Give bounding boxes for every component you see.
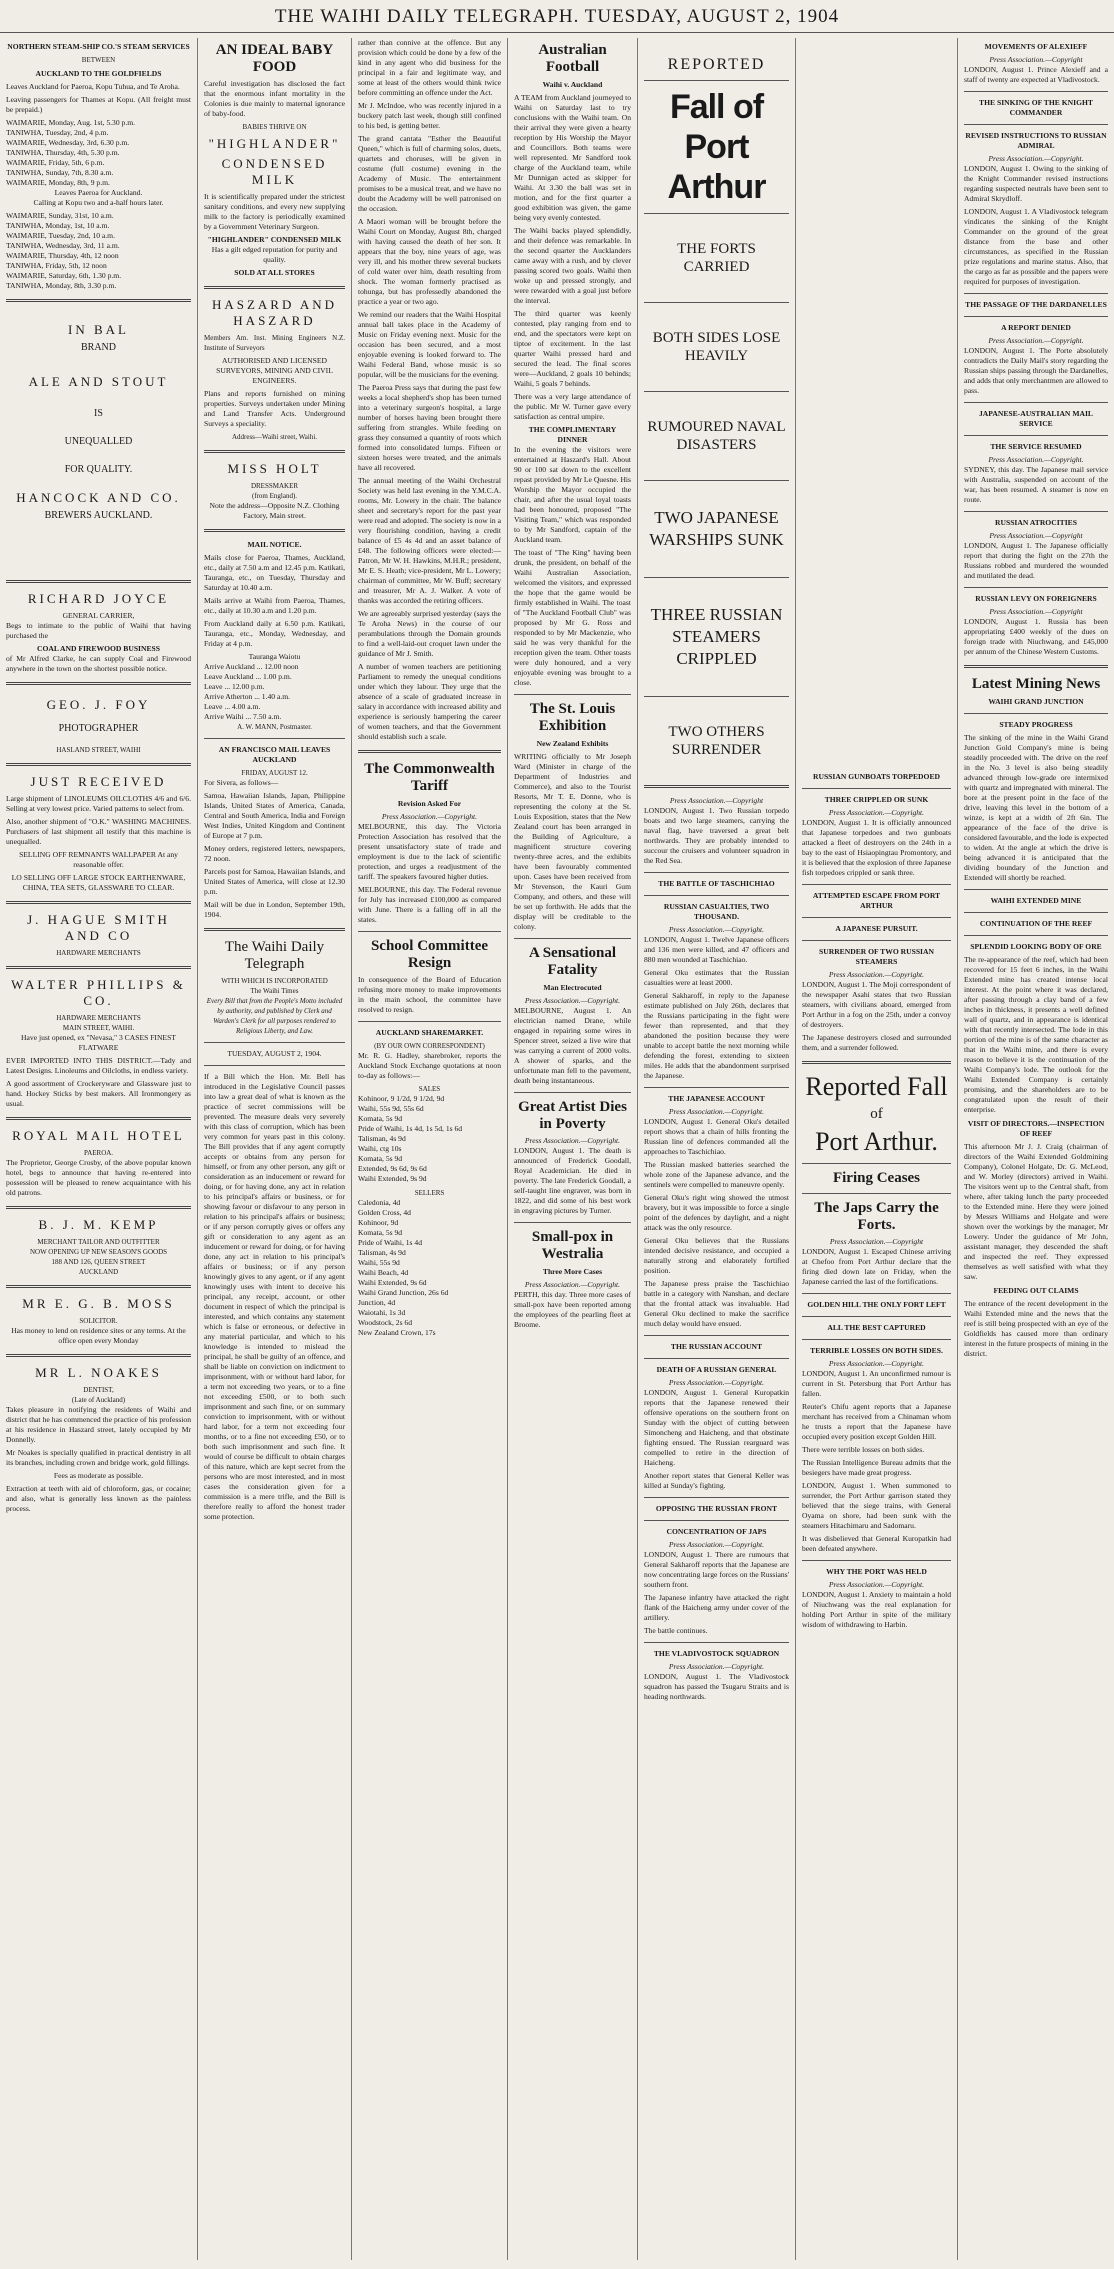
jap-aus-heading: JAPANESE-AUSTRALIAN MAIL SERVICE [979,409,1093,428]
sellers-row: Caledonia, 4d [358,1198,401,1207]
dinner-text: The toast of "The King" having been drunk, the president, on behalf of the Waihi Australian Association, welcomed the visitors, and expressed the hope that the game would be firmly established in Waihi. The toast of "The Auckland Football Club" was proposed by Mr G. Ross and responded to by Mr Mackenzie, who said he was very thankful for the reception given the team. Other toasts were duly honoured, and a very enjoyable evening was brought to a close. [514,548,631,687]
terrible-text: The Russian Intelligence Bureau admits that the besiegers have made great progress. [802,1458,951,1477]
tariff-text-1: MELBOURNE, this day. The Victoria Protection Association has resolved that the present unsatisfactory state of trade and employment is due to the lack of scientific protection, and urges a readjustment of the tariff. The speakers favoured higher duties. [358,822,501,881]
port-arthur-heading: Port Arthur. [815,1127,938,1156]
terrible-text: LONDON, August 1. An unconfirmed rumour is current in St. Petersburg that Port Arthur has fallen. [802,1369,951,1398]
war-both-sides: BOTH SIDES LOSE HEAVILY [652,330,781,364]
news-text: The grand cantata "Esther the Beautiful Queen," which is full of charming solos, duets, quartets and choruses, will be given in costume (full costume) evening in the Academy of Music. The entertainment promises to be a musical treat, and we have no doubt the Academy will be well patronised on the occasion. [358,134,501,213]
hotel-text: The Proprietor, George Crosby, of the above popular known hotel, begs to announce that having re-entered into possession will be pleased to renew acquaintance with his old patrons. [6,1158,191,1197]
sellers-heading: SELLERS [414,1189,445,1197]
dardanelles-heading: THE PASSAGE OF THE DARDANELLES [965,300,1107,309]
alexieff-credit: Press Association.—Copyright [989,55,1083,64]
paper-title: The Waihi Daily Telegraph [224,939,325,972]
japanese-account-text: The Russian masked batteries searched the whole zone of the Japanese advance, and the sentinels were compelled to maneuvre openly. [644,1160,789,1189]
sellers-row: Waihi Grand Junction, 26s 6d [358,1288,449,1297]
sellers-row: Talisman, 4s 9d [358,1248,406,1257]
noakes-text-1: Takes pleasure in notifying the residents of Waihi and district that he has commenced the practice of his profession at his residence in Haszard street, lately occupied by Mr Donnelly. [6,1405,191,1444]
golden-hill-heading: GOLDEN HILL THE ONLY FORT LEFT [807,1300,946,1309]
ale-advert [6,322,191,572]
concentration-heading: CONCENTRATION OF JAPS [666,1527,767,1536]
noakes-sub: DENTIST, [83,1386,114,1394]
terrible-text: It was disbelieved that General Kuropatkin had been defeated anywhere. [802,1534,951,1553]
paper-motto: Every Bill that from the People's Motto included by authority, and published by Clerk and Warden's Clerk for all purposes rendered to Religious Liberty, and Law. [206,997,343,1035]
noakes-heading: MR L. NOAKES [35,1365,162,1380]
joyce-text-2: of Mr Alfred Clarke, he can supply Coal and Firewood anywhere in the town on the shortest possible notice. [6,654,191,673]
war-text: LONDON, August 1. Two Russian torpedo boats and two large steamers, carrying the naval flag, have traversed a great belt northwards. They are probably intended to succour the cruisers and volunteer squadron in the Red Sea. [644,806,789,865]
feeding-heading: FEEDING OUT CLAIMS [993,1286,1079,1295]
ale-line: IS [94,408,103,419]
holt-heading: MISS HOLT [227,461,322,476]
schedule-line: TANIWHA, Friday, 5th, 12 noon [6,261,107,270]
football-sub: Waihi v. Auckland [542,80,603,89]
tariff-credit: Press Association.—Copyright. [381,812,478,821]
feeding-text: The entrance of the recent development in the Waihi Extended mine and the news that the reef is still being prospected with an eye of the Goldfields has caused more than ordinary interest in the future prospects of mining in the district. [964,1299,1108,1358]
reported-of: of [870,1106,883,1122]
ok-text: Also, another shipment of "O.K." WASHING MACHINES. Purchasers of last shipment all testify that this machine is unequalled. [6,817,191,846]
casualties-heading: RUSSIAN CASUALTIES, TWO THOUSAND. [663,902,770,921]
noakes-text-4: Extraction at teeth with aid of chloroform, gas, or cocaine; and also, what is generally less known as the painless process. [6,1484,191,1513]
football-text: The Waihi backs played splendidly, and their defence was remarkable. In the second quarter the Aucklanders came away with a rush, and by clever passing scored two goals. Waihi then woke up and pressed strongly, and were rewarded with a goal just before the interval. [514,226,631,305]
service-text: SYDNEY, this day. The Japanese mail service with Australia, suspended on account of the war, has been resumed. A steamer is now en route. [964,465,1108,504]
joyce-business: COAL AND FIREWOOD BUSINESS [36,644,160,653]
surrender-text: LONDON, August 1. The Moji correspondent of the newspaper Asahi states that two Russian steamers, with civilians aboard, emerged from Port Arthur in a fog on the 25th, under a convoy of destroyers. [802,980,951,1029]
gunboats-credit: Press Association.—Copyright. [828,808,925,817]
terrible-text: There were terrible losses on both sides. [802,1445,925,1454]
column-4 [508,38,638,2260]
holt-address: Note the address—Opposite N.Z. Clothing Factory, Main street. [209,501,340,520]
sales-row: Pride of Waihi, 1s 4d, 1s 5d, 1s 6d [358,1124,463,1133]
schedule-line: WAIMARIE, Tuesday, 2nd, 10 a.m. [6,231,115,240]
just-received-heading: JUST RECEIVED [30,774,167,789]
death-credit: Press Association.—Copyright. [668,1378,765,1387]
mining-heading: Latest Mining News [971,676,1101,692]
expo-heading: The St. Louis Exhibition [529,701,616,734]
phillips-text-1: Have just opened, ex "Nevasa," 3 CASES FINEST FLATWARE [21,1033,176,1052]
service-credit: Press Association.—Copyright. [988,455,1084,464]
sharemarket-sub: (BY OUR OWN CORRESPONDENT) [374,1042,485,1050]
food-sub-2: CONDENSED MILK [221,156,328,187]
japanese-account-heading: THE JAPANESE ACCOUNT [668,1094,765,1103]
war-kicker: REPORTED [667,56,766,73]
joyce-text: Begs to intimate to the public of Waihi that having purchased the [6,621,191,640]
sharemarket-text: Mr. R. G. Hadley, sharebroker, reports the Auckland Stock Exchange quotations at noon to-day as follows:— [358,1051,501,1080]
war-credit: Press Association.—Copyright [669,796,764,805]
sales-row: Waihi, 55s 9d, 55s 6d [358,1104,424,1113]
grand-junction-heading: WAIHI GRAND JUNCTION [988,697,1084,706]
denied-heading: A REPORT DENIED [1001,323,1071,332]
hague-sub: HARDWARE MERCHANTS [56,949,141,957]
schedule-line: WAIMARIE, Sunday, 31st, 10 a.m. [6,211,114,220]
landing-text: Leaving passengers for Thames at Kopu. (All freight must be prepaid.) [6,95,191,114]
war-headline: Fall of Port Arthur [667,88,766,206]
grand-junction-text: The sinking of the mine in the Waihi Grand Junction Gold Company's mine is being steadily proceeded with. The drive on the reef in the No. 3 level is also being steadily advanced through low-grade ore intermixed with quartz and impregnated with mineral. The bore at the present point in the face of the drive, leaving this level in the bottom of a winze, is kept at a width of 2ft 6in. The appearance of the face of the drive is considered favourable, and the lode is expected to widen. At the angle at which the drive is being advanced it is anticipated that the dividing boundary of the Junction and Extended will shortly be reached. [964,733,1109,882]
schedule-line: WAIMARIE, Wednesday, 3rd, 6.30 p.m. [6,138,130,147]
moss-text: Has money to lend on residence sites or any terms. At the office open every Monday [11,1326,186,1345]
schedule-line: TANIWHA, Thursday, 4th, 5.30 p.m. [6,148,120,157]
news-text: The annual meeting of the Waihi Orchestral Society was held last evening in the Y.M.C.A. rooms, Mr. Lowery in the chair. The balance sheet and secretary's report for the past year were read and adopted. The society is now in a very flourishing condition, having a credit balance of £5 4s 4d and an asset balance of £48. The following officers were elected:—Patron, Mr W. H. Hawkins, M.H.R.; president, Mr E. S. Heath; vice-president, Mr L. Lowery; chairman of committee, Mr W. Buff; secretary and treasurer, Mr A. J. Walker. A vote of thanks was accorded the retiring officers. [358,476,501,605]
japanese-account-credit: Press Association.—Copyright. [668,1107,765,1116]
gunboats-text: LONDON, August 1. It is officially announced that Japanese torpedoes and two gunboats attacked a fleet of destroyers on the 24th in a bay to the east of Hsiaopingtau Promontory, and it is believed that the explosion of three Japanese fish torpedoes crippled or sank three. [802,818,951,877]
sf-text-3: Money orders, registered letters, newspapers, 72 noon. [204,844,345,863]
food-text-4: Has a gilt edged reputation for purity and quality. [211,245,338,264]
noakes-text-2: Mr Noakes is specially qualified in practical dentistry in all its branches, including crown and bridge work, gold fillings. [6,1448,191,1467]
schedule-line: TANIWHA, Monday, 1st, 10 a.m. [6,221,110,230]
forts-heading: The Japs Carry the Forts. [814,1200,939,1233]
sinking-heading: THE SINKING OF THE KNIGHT COMMANDER [979,98,1093,117]
sales-row: Kohinoor, 9 1/2d, 9 1/2d, 9d [358,1094,445,1103]
football-text: There was a very large attendance of the public. Mr W. Turner gave every satisfaction as central umpire. [514,392,631,421]
brewer-location: BREWERS AUCKLAND. [44,510,153,521]
fatality-sub: Man Electrocuted [543,983,602,992]
splendid-heading: SPLENDID LOOKING BODY OF ORE [970,942,1102,951]
sellers-row: Waihi Beach, 4d [358,1268,409,1277]
news-text: We remind our readers that the Waihi Hospital annual ball takes place in the Academy of Music on Friday evening next. Music for the occasion has been secured, and a most enjoyable evening is looked forward to. The Waihi Federal Band, whose music is so popular, will be the musicians for the evening. [358,310,501,379]
hotel-sub: PAEROA. [83,1149,114,1157]
sellers-row: Waiotahi, 1s 3d [358,1308,406,1317]
column-6 [796,38,958,2260]
concentration-credit: Press Association.—Copyright. [668,1540,765,1549]
news-text: A Maori woman will be brought before the Waihi Court on Monday, August 8th, charged with having caused the death of her son. It appears that the boy, nine years of age, was very ill, and his mother threw several buckets of cold water over him, death resulting from shock. The woman formerly practised as tohunga, but has professedly abandoned the practice a year or two ago. [358,217,501,306]
atrocities-text: LONDON, August 1. The Japanese officially report that during the fight on the 27th the Russians robbed and murdered the wounded and mutilated the dead. [964,541,1108,580]
reported-fall-heading: Reported Fall [805,1072,948,1101]
extended-text: The re-appearance of the reef, which had been recovered for 15 feet 6 inches, in the Waihi Extended mine has created intense local interest. At the point where it was declared, after passing through a clay band of a few inches in thickness, it presents a well defined wall of quartz, and in appearance is identical with that recently intersected. The lode in this portion of the mine is of the same character as that in the Waihi mine, and there is every reason to believe it is the continuation of the Waihi Company's lode. The outlook for the Waihi Extended Company is certainly promising, and the shareholders are to be congratulated upon the result of their enterprise. [964,955,1108,1114]
sf-heading: AN FRANCISCO MAIL LEAVES AUCKLAND [218,745,331,764]
phillips-text-2: EVER IMPORTED INTO THIS DISTRICT.—Tady and Latest Designs. Linoleums and Oilcloths, in endless variety. [6,1056,191,1075]
sales-row: Komata, 5s 9d [358,1154,403,1163]
death-text: Another report states that General Keller was killed at Sunday's fighting. [644,1471,789,1490]
hotel-heading: ROYAL MAIL HOTEL [12,1128,185,1143]
news-text: We are agreeably surprised yesterday (says the Te Aroha News) in the course of our perambulations through the Domain grounds to find a well-laid-out croquet lawn under the guidance of Mr J. Smith. [358,609,501,658]
joyce-heading: RICHARD JOYCE [27,591,170,606]
artist-heading: Great Artist Dies in Poverty [518,1099,627,1132]
continuation-heading: CONTINUATION OF THE REEF [979,919,1093,928]
concentration-text: The Japanese infantry have attacked the right flank of the Haicheng army under cover of the artillery. [644,1593,789,1622]
column-3 [352,38,508,2260]
revised-credit: Press Association.—Copyright. [988,154,1084,163]
smallpox-text: PERTH, this day. Three more cases of small-pox have been reported among the employees of the pearling fleet at Broome. [514,1290,631,1329]
japanese-account-text: The Japanese press praise the Taschichiao battle in a category with Nanshan, and declare that the frontal attack was invaluable. Had General Oku declined to make the sacrifice much delay would have ensued. [644,1279,789,1328]
sales-row: Waihi, ctg 10s [358,1144,402,1153]
tariff-sub: Revision Asked For [397,799,462,808]
tariff-text-2: MELBOURNE, this day. The Federal revenue for July has increased £100,000 as compared with June. There is a falling off in all the states. [358,885,501,924]
holt-origin: (from England). [251,492,298,500]
mail-text-2: Mails arrive at Waihi from Paeroa, Thames, etc., daily at 10.30 a.m and 1.20 p.m. [204,596,345,615]
noakes-text-3: Fees as moderate as possible. [53,1471,144,1480]
surrender-heading: SURRENDER OF TWO RUSSIAN STEAMERS [819,947,934,966]
alexieff-text: LONDON, August 1. Prince Alexieff and a staff of twenty are expected at Vladivostock. [964,65,1108,84]
terrible-text: Reuter's Chifu agent reports that a Japanese merchant has received from a Chinaman whom he trusts a report that the Japanese have occupied every position except Golden Hill. [802,1402,951,1441]
levy-heading: RUSSIAN LEVY ON FOREIGNERS [975,594,1097,603]
sf-date: FRIDAY, AUGUST 12. [241,769,308,777]
schedule-line: WAIMARIE, Thursday, 4th, 12 noon [6,251,119,260]
surrender-credit: Press Association.—Copyright. [828,970,925,979]
lo-selling-text: LO SELLING OFF LARGE STOCK EARTHENWARE, CHINA, TEA SETS, GLASSWARE TO CLEAR. [11,873,186,892]
escape-heading: ATTEMPTED ESCAPE FROM PORT ARTHUR [812,891,941,910]
smallpox-heading: Small-pox in Westralia [531,1229,614,1262]
gunboats-heading: RUSSIAN GUNBOATS TORPEDOED [812,772,940,781]
vladivostock-credit: Press Association.—Copyright. [668,1662,765,1671]
sales-row: Extended, 9s 6d, 9s 6d [358,1164,427,1173]
terrible-heading: TERRIBLE LOSSES ON BOTH SIDES. [810,1346,943,1355]
war-forts: THE FORTS CARRIED [677,241,756,275]
casualties-text: LONDON, August 1. Twelve Japanese officers and 136 men were killed, and 47 officers and 880 men wounded at Taschichiao. [644,935,789,964]
hague-heading: J. HAGUE SMITH AND CO [27,912,170,943]
paper-sub: WITH WHICH IS INCORPORATED [221,977,328,985]
news-text: Mr J. McIndoe, who was recently injured in a buckery patch last week, though still confined to his bed, is getting better. [358,101,501,130]
japanese-account-text: General Oku believes that the Russians intended decisive resistance, and occupied a naturally strong and elaborately fortified position. [644,1236,789,1275]
mail-table [204,662,345,722]
ale-line: UNEQUALLED [64,436,133,447]
masthead: THE WAIHI DAILY TELEGRAPH. TUESDAY, AUGUST 2, 1904 [0,6,1114,33]
kemp-text: NOW OPENING UP NEW SEASON'S GOODS [29,1248,168,1256]
denied-credit: Press Association.—Copyright. [988,336,1084,345]
phillips-street: MAIN STREET, WAIHI. [62,1024,135,1032]
haszard-text-2: Plans and reports furnished on mining properties. Surveys undertaken under Mining and Land Transfer Acts. Underground Surveys a speciality. [204,389,345,428]
kemp-sub: MERCHANT TAILOR AND OUTFITTER [37,1238,160,1246]
war-naval: RUMOURED NAVAL DISASTERS [647,419,786,453]
why-text: LONDON, August 1. Anxiety to maintain a hold of Niuchwang was the real explanation for holding Port Arthur in spite of the military wisdom of withdrawing to Harbin. [802,1590,951,1629]
sellers-row: New Zealand Crown, 17s [358,1328,436,1337]
food-text-3: "HIGHLANDER" CONDENSED MILK [207,235,342,244]
mail-row: Arrive Waihi ... 7.50 a.m. [204,712,282,721]
food-text-2: It is scientifically prepared under the strictest sanitary conditions, and every new supplying milk to the factory is periodically examined by a Government Veterinary Surgeon. [204,192,345,231]
sellers-row: Komata, 5s 9d [358,1228,403,1237]
visit-heading: VISIT OF DIRECTORS.—INSPECTION OF REEF [967,1119,1105,1138]
moss-sub: SOLICITOR. [79,1317,118,1325]
terrible-credit: Press Association.—Copyright. [828,1359,925,1368]
column-2 [198,38,352,2260]
three-crippled-heading: THREE CRIPPLED OR SUNK [824,795,929,804]
why-credit: Press Association.—Copyright. [828,1580,925,1589]
sf-text-1: For Sivera, as follows— [204,778,279,787]
revised-text: LONDON, August 1. Owing to the sinking of the Knight Commander revised instructions regarding suspected neutrals have been sent to Admiral Skrydloff. [964,164,1108,203]
schedule-line: WAIMARIE, Saturday, 6th, 1.30 p.m. [6,271,122,280]
casualties-credit: Press Association.—Copyright. [668,925,765,934]
ale-line: FOR QUALITY. [64,464,133,475]
revised-heading: REVISED INSTRUCTIONS TO RUSSIAN ADMIRAL [965,131,1107,150]
leaves-paeroa: Leaves Paeroa for Auckland. [54,188,143,197]
sales-row: Waihi Extended, 9s 9d [358,1174,427,1183]
food-brand: "HIGHLANDER" [208,136,341,151]
opposing-heading: OPPOSING THE RUSSIAN FRONT [655,1504,778,1513]
postmaster: A. W. MANN, Postmaster. [237,723,312,731]
sellers-row: Junction, 4d [358,1298,396,1307]
sf-text-2: Samoa, Hawaiian Islands, Japan, Philippine Islands, United States of America, Canada, Central and South America, India and Foreign West Indies, United Kingdom and Continent of Europe at 7 p.m. [204,791,345,840]
schedule-line: TANIWHA, Tuesday, 2nd, 4 p.m. [6,128,109,137]
between-label: BETWEEN [81,56,116,64]
football-heading: Australian Football [538,42,607,75]
firing-heading: Firing Ceases [832,1170,921,1186]
revised-text: LONDON, August 1. A Vladivostock telegram vindicates the sinking of the Knight Commander on the ground of the great distance from the base and other circumstances, as specified in the Russian prize regulations and marine status. Also, that the cargo as far as possible and the papers were required for purposes of investigation. [964,207,1108,286]
sellers-row: Waihi Extended, 9s 6d [358,1278,427,1287]
war-three-steamers: THREE RUSSIAN STEAMERS CRIPPLED [650,605,783,668]
sf-text-5: Mail will be due in London, September 19th, 1904. [204,900,345,919]
brewer-name: HANCOCK AND CO. [16,490,181,505]
schedule-1 [6,118,191,188]
column-5 [638,38,796,2260]
expo-text: WRITING officially to Mr Joseph Ward (Minister in charge of the Department of Industries and Commerce), and also to the Tourist Resorts, Mr T. E. Donne, who is representing the colony at the St. Louis Exposition, states that the New Zealand court has been arranged in the Building of Agriculture, a magnificent structure covering twenty-three acres, and the exhibits have been favourably commented upon. Cases have been received from Mr Stevenson, the Kauri Gum Company, and others, and these will be set up forthwith. He adds that the display will be creditable to the colony. [514,752,631,931]
sales-row: Talisman, 4s 9d [358,1134,406,1143]
ale-line: ALE AND STOUT [28,374,169,389]
moss-heading: MR E. G. B. MOSS [22,1296,175,1311]
war-surrender: TWO OTHERS SURRENDER [668,724,765,758]
food-text-1: Careful investigation has disclosed the fact that the enormous infant mortality in the Colonies is due mainly to maternal ignorance of baby-food. [204,79,345,118]
concentration-text: LONDON, August 1. There are rumours that General Sakharoff reports that the Japanese are now concentrating large forces on the Russians' southern front. [644,1550,789,1589]
haszard-text-1: AUTHORISED AND LICENSED SURVEYORS, MINING AND CIVIL ENGINEERS. [216,356,333,385]
route-heading: AUCKLAND TO THE GOLDFIELDS [35,69,162,78]
news-text: A number of women teachers are petitioning Parliament to remedy the unequal conditions under which they labour. They urge that the absence of a scale of graduated increase in salary in accordance with increased ability and experience is seriously hampering the career of women teachers, and that the Government should establish such a scale. [358,662,501,741]
foy-address: HASLAND STREET, WAIHI [56,746,141,754]
calling-text: Calling at Kopu two and a-half hours later. [33,198,164,207]
vladivostock-heading: THE VLADIVOSTOCK SQUADRON [653,1649,780,1658]
mail-table-heading: Tauranga Waiotu [248,652,301,661]
mail-row: Leave ... 12.00 p.m. [204,682,265,691]
terrible-text: LONDON, August 1. When summoned to surrender, the Port Arthur garrison stated they believed that the siege trains, with General Oyama on shore, had been sunk with the steamers Hitachimaru and Sadomaru. [802,1481,951,1530]
surrender-text: The Japanese destroyers closed and surrounded them, and a surrender followed. [802,1033,951,1052]
phillips-heading: WALTER PHILLIPS & CO. [11,977,186,1008]
mail-row: Arrive Atherton ... 1.40 a.m. [204,692,291,701]
route-text: Leaves Auckland for Paeroa, Kopu Tuhua, and Te Aroha. [6,82,180,91]
casualties-text: General Sakharoff, in reply to the Japanese estimate published on July 26th, declares that the Russians participating in the fight were fewer than represented, and that they abandoned the position because they were unable to accept battle the next morning while defending the forest, extending to sixteen miles. He adds that the abandonment surprised the Japanese. [644,991,789,1080]
foy-sub: PHOTOGRAPHER [58,723,139,734]
best-captured-heading: ALL THE BEST CAPTURED [827,1323,926,1332]
column-7 [958,38,1114,2260]
foy-heading: GEO. J. FOY [46,697,151,712]
food-heading: AN IDEAL BABY FOOD [215,42,334,75]
football-text: A TEAM from Auckland journeyed to Waihi on Saturday last to try conclusions with the Waihi team. On their arrival they were given a hearty reception by His Worship the Mayor and Councillors. Both teams were well represented. Mr Sandford took charge of the Auckland team, while Mr Dunnigan acted as skipper for Waihi. At 3.30 the ball was set in motion, and for the first quarter a good exhibition was given, the game being very evenly contested. [514,93,631,222]
schedule-line: TANIWHA, Sunday, 7th, 8.30 a.m. [6,168,114,177]
joyce-sub: GENERAL CARRIER, [62,611,135,620]
mail-text-1: Mails close for Paeroa, Thames, Auckland, etc., daily at 7.50 a.m and 12.45 p.m. Katikati, Tauranga, etc., on Tuesday, Thursday and Saturday at 10.40 a.m. [204,553,345,592]
service-heading: THE SERVICE RESUMED [990,442,1082,451]
sf-text-4: Parcels post for Samoa, Hawaiian Islands, and United States of America, will close at 12.30 p.m. [204,867,345,896]
alexieff-heading: MOVEMENTS OF ALEXIEFF [984,42,1088,51]
schedule-line: WAIMARIE, Monday, 8th, 9 p.m. [6,178,110,187]
expo-sub: New Zealand Exhibits [536,739,609,748]
reported-text: LONDON, August 1. Escaped Chinese arriving at Chefoo from Port Arthur declare that the firing died down late on Friday, when the Japanese carried the last of the fortifications. [802,1247,951,1286]
schedule-line: TANIWHA, Monday, 8th, 3.30 p.m. [6,281,117,290]
concentration-text: The battle continues. [644,1626,708,1635]
editorial-text: If a Bill which the Hon. Mr. Bell has introduced in the Legislative Council passes into law a great deal of what is known as the practice of secret commissions will be prevented. The measure deals very severely with this class of corruption, which has been very common for years past in this colony. The Bill provides that if any agent corruptly accepts or obtains from any person for himself, or from any other person, any gift or consideration as an inducement or reward for doing, or for having done, any act in relation to his principal's affairs or business, or for showing favour or disfavour to any person in relation to his principal's affairs or business; or if any person corruptly gives or offers any gift or consideration to any agent as an inducement or reward for doing, or for having done, any act in relation to his principal's affairs or business; or if any person knowingly gives to any agent, or if any agent knowingly uses with intent to deceive his principal, any receipt, account, or other document in respect of which the principal is interested, and which contains any statement which is false or erroneous, or defective in any material particular, and which to his knowledge is intended to mislead the principal, he shall be guilty of an offence, and shall be liable on conviction on indictment to imprisonment, with or without hard labor, for a term not exceeding two years, or to a fine not exceeding £500, or to both such imprisonment and such fine, or on summary conviction to imprisonment, with or without hard labor, for a term not exceeding four months, or to a fine not exceeding £50, or to both such imprisonment and such fine. It would of course be difficult to obtain charges of this nature, which are kept secret from the persons who are most interested, and in most cases the consideration given for a commission is a mere trifle, and the Bill is therefore really to afford the honest trader some protection. [204,1072,345,1521]
dinner-heading: THE COMPLIMENTARY DINNER [528,425,617,444]
date-line: TUESDAY, AUGUST 2, 1904. [227,1049,322,1058]
sales-list [358,1094,501,1184]
sellers-row: Pride of Waihi, 1s 4d [358,1238,423,1247]
haszard-heading: HASZARD AND HASZARD [211,297,338,328]
dinner-text: In the evening the visitors were entertained at Haszard's Hall. About 90 or 100 sat down to the excellent repast provided by Mr Le Quesne. His Worship the Mayor occupied the chair, and after the usual loyal toasts had been honoured, proposed "The Visiting Team," which was responded to by Mr Sandford, captain of the Auckland team. [514,445,631,544]
column-1 [0,38,198,2260]
sales-heading: SALES [418,1085,441,1093]
haszard-members: Members Am. Inst. Mining Engineers N.Z. Institute of Surveyors [204,334,345,352]
sellers-row: Waihi, 55s 9d [358,1258,400,1267]
school-heading: School Committee Resign [370,938,489,971]
phillips-sub: HARDWARE MERCHANTS [56,1014,141,1022]
noakes-origin: (Late of Auckland) [71,1396,126,1404]
smallpox-credit: Press Association.—Copyright. [524,1280,621,1289]
mail-text-3: From Auckland daily at 6.50 p.m. Katikati, Tauranga, etc., Monday, Wednesday, and Friday at 4 p.m. [204,619,345,648]
sellers-row: Golden Cross, 4d [358,1208,411,1217]
ale-line: IN BAL [68,322,129,337]
smallpox-sub: Three More Cases [542,1267,603,1276]
japanese-account-text: LONDON, August 1. General Oku's detailed report shows that a chain of hills fronting the Russian line of defences commanded all the approaches to Taschichiao. [644,1117,789,1156]
sharemarket-heading: AUCKLAND SHAREMARKET. [375,1028,484,1037]
reported-credit: Press Association.—Copyright [829,1237,924,1246]
steady-heading: STEADY PROGRESS [999,720,1073,729]
tariff-heading: The Commonwealth Tariff [364,761,495,794]
steamship-heading: NORTHERN STEAM-SHIP CO.'S STEAM SERVICES [7,42,190,51]
atrocities-heading: RUSSIAN ATROCITIES [995,518,1077,527]
schedule-line: WAIMARIE, Friday, 5th, 6 p.m. [6,158,105,167]
sellers-row: Woodstock, 2s 6d [358,1318,413,1327]
phillips-text-3: A good assortment of Crockeryware and Glassware just to hand. Hockey Sticks by best makers. All Ironmongery as usual. [6,1079,191,1108]
japanese-account-text: General Oku's right wing showed the utmost bravery, but it was impossible to force a single point of the defences by daylight, and a night attack was the only resource. [644,1193,789,1232]
atrocities-credit: Press Association.—Copyright [989,531,1083,540]
denied-text: LONDON, August 1. The Porte absolutely contradicts the Daily Mail's story regarding the Russian ships passing through the Dardanelles, and adds that only merchantmen are allowed to pass. [964,346,1108,395]
fatality-credit: Press Association.—Copyright. [524,996,621,1005]
kemp-city: AUCKLAND [78,1268,119,1276]
paper-sub-2: The Waihi Times [250,987,299,995]
casualties-text: General Oku estimates that the Russian casualties were at least 2000. [644,968,789,987]
school-text: In consequence of the Board of Education refusing more money to make improvements in the main school, the committee have resolved to resign. [358,975,501,1014]
fatality-text: MELBOURNE, August 1. An electrician named Drane, while engaged in repairing some wires in Spencer street, seized a live wire that was carrying a current of 2000 volts. A shower of sparks, and the unfortunate man fell to the pavement, death being instantaneous. [514,1006,631,1085]
why-heading: WHY THE PORT WAS HELD [826,1567,927,1576]
sales-row: Komata, 5s 9d [358,1114,403,1123]
mail-row: Leave Auckland ... 1.00 p.m. [204,672,292,681]
artist-credit: Press Association.—Copyright. [524,1136,621,1145]
pursuit-heading: A JAPANESE PURSUIT. [835,924,918,933]
levy-credit: Press Association.—Copyright [989,607,1083,616]
death-text: LONDON, August 1. General Kuropatkin reports that the Japanese renewed their offensive operations on the southern front on Sunday with the object of cutting between Simoncheng and Haicheng, and that obstinate fighting ensued. The Russian rearguard was compelled to retire in the direction of Haicheng. [644,1388,789,1467]
food-text-5: SOLD AT ALL STORES [234,268,315,277]
food-sub-1: BABIES THRIVE ON [242,123,307,131]
death-heading: DEATH OF A RUSSIAN GENERAL [656,1365,777,1374]
extended-heading: WAIHI EXTENDED MINE [990,896,1082,905]
fatality-heading: A Sensational Fatality [528,945,617,978]
mail-row: Leave ... 4.00 a.m. [204,702,261,711]
russian-account-heading: THE RUSSIAN ACCOUNT [670,1342,763,1351]
kemp-heading: B. J. M. KEMP [38,1217,159,1232]
sellers-list [358,1198,501,1338]
schedule-line: TANIWHA, Wednesday, 3rd, 11 a.m. [6,241,120,250]
mail-heading: MAIL NOTICE. [247,540,302,549]
haszard-address: Address—Waihi street, Waihi. [231,433,318,441]
war-two-warships: TWO JAPANESE WARSHIPS SUNK [649,508,784,549]
taschichiao-heading: THE BATTLE OF TASCHICHIAO [658,879,775,888]
holt-sub: DRESSMAKER [250,482,299,490]
schedule-2 [6,211,191,291]
selling-text: SELLING OFF REMNANTS WALLPAPER At any reasonable offer. [19,850,178,869]
artist-text: LONDON, August 1. The death is announced of Frederick Goodall, Royal Academician. He died in poverty. The late Frederick Goodall, a self-taught line engraver, was born in 1822, and did some of his best work in engraving pictures by Turner. [514,1146,631,1215]
news-text: rather than connive at the offence. But any provision which could be done by a few of the kind in any agent who did business for the principal in a fair and legitimate way, and some at least of the others would think twice before committing an offence under the Act. [358,38,501,97]
just-text: Large shipment of LINOLEUMS OILCLOTHS 4/6 and 6/6. Selling at very lowest price. Varied patterns to select from. [6,794,191,813]
ale-line: BRAND [80,342,116,353]
football-text: The third quarter was keenly contested, play ranging from end to end, and the spectators were kept on tiptoe of excitement. In the last quarter Waihi pressed hard and secured the lead. The final scores were—Auckland, 2 goals 10 behinds; Waihi, 5 goals 7 behinds. [514,309,631,388]
news-text: The Paeroa Press says that during the past few weeks a local shepherd's shop has been turned into a veterinary surgeon's hospital, a large number of horses having been brought there suffering from strangles. While feeding on grass they consumed a quantity of roots which formed into consolidated lumps. Fifteen or sixteen horses were treated, and the animals have all recovered. [358,383,501,472]
mail-row: Arrive Auckland ... 12.00 noon [204,662,299,671]
vladivostock-text: LONDON, August 1. The Vladivostock squadron has passed the Tsugaru Straits and is heading northwards. [644,1672,789,1701]
sellers-row: Kohinoor, 9d [358,1218,399,1227]
visit-text: This afternoon Mr J. J. Craig (chairman of directors of the Waihi Extended Goldmining Company), Colonel Holgate, Dr. G. McLeod, and W. Morley (directors) arrived in Waihi. The visitors went up to the Central shaft, from where, after taking lunch the party proceeded to the Extended mine. Here they were joined by Messrs Williams and Holgate and were shown over the workings by the manager, Mr Lowery. Under the guidance of Mr John, assistant manager, they descended the shaft and inspected the reef. They expressed themselves as well satisfied with what they saw. [964,1142,1108,1281]
levy-text: LONDON, August 1. Russia has been appropriating £400 weekly of the dues on foreign trade with Niuchwang, and £45,000 per annum of the Chinese Western Customs. [964,617,1108,656]
schedule-line: WAIMARIE, Monday, Aug. 1st, 5.30 p.m. [6,118,136,127]
kemp-address: 188 AND 126, QUEEN STREET [51,1258,146,1266]
